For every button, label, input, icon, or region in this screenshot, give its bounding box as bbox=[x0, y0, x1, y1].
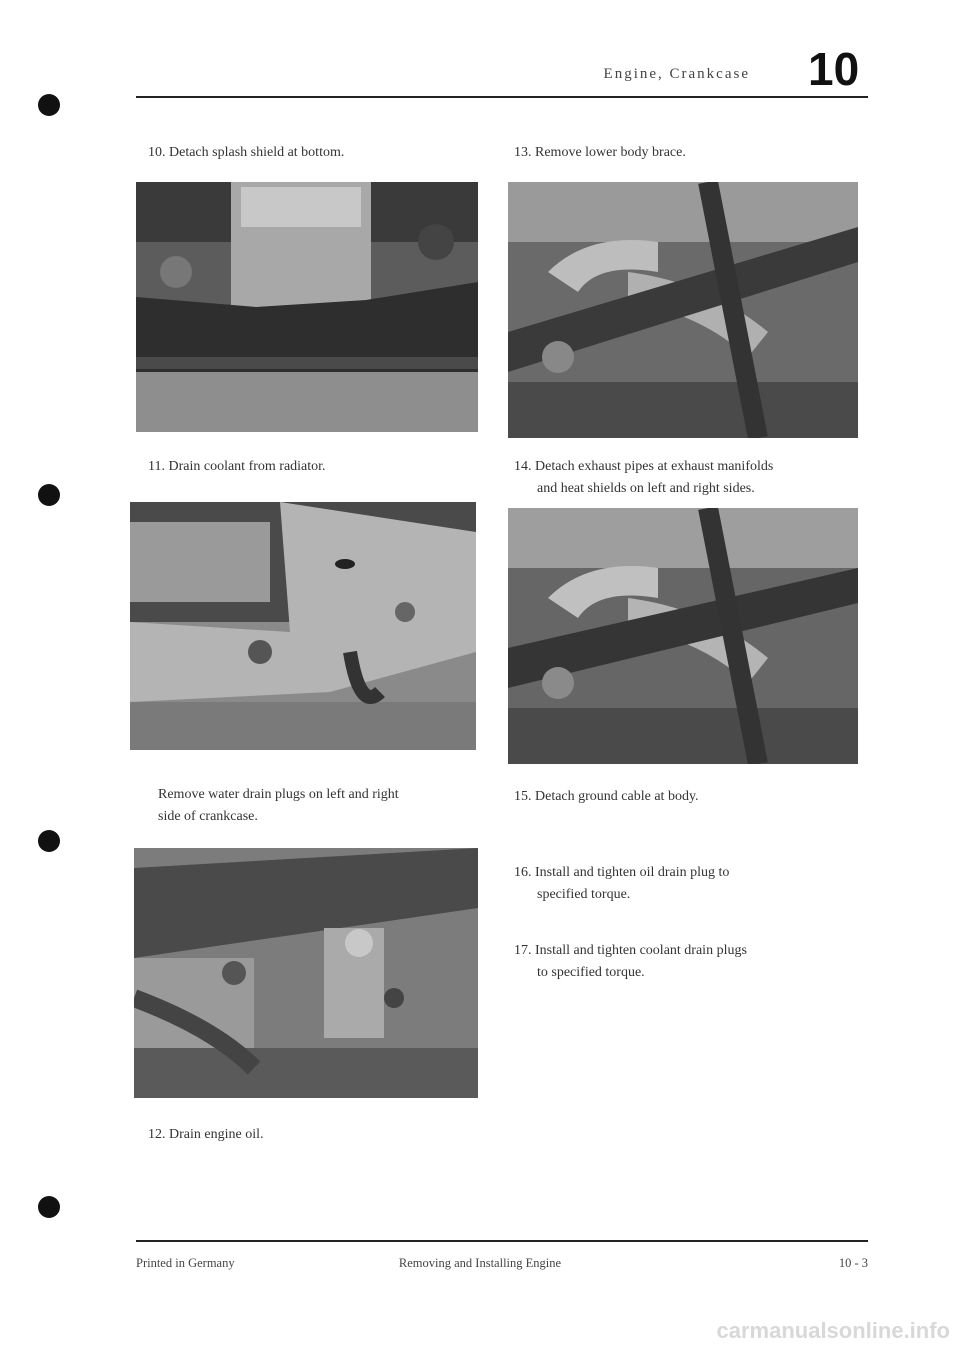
punch-hole bbox=[38, 94, 60, 116]
photo-exhaust-pipes bbox=[508, 508, 858, 764]
step-17-caption: 17. Install and tighten coolant drain plugs to specified torque. bbox=[514, 943, 747, 980]
step-16-caption: 16. Install and tighten oil drain plug to specified torque. bbox=[514, 865, 730, 902]
step-11-caption: 11. Drain coolant from radiator. bbox=[148, 459, 326, 474]
punch-hole bbox=[38, 484, 60, 506]
footer-rule bbox=[136, 1240, 868, 1242]
footer-title: Removing and Installing Engine bbox=[398, 1256, 562, 1270]
page-number: 10 - 3 bbox=[838, 1256, 868, 1270]
punch-hole bbox=[38, 1196, 60, 1218]
step-11-drain-plugs-caption: Remove water drain plugs on left and right side of crankcase. bbox=[158, 787, 399, 824]
watermark: carmanualsonline.info bbox=[716, 1318, 950, 1343]
step-10-caption: 10. Detach splash shield at bottom. bbox=[148, 145, 345, 160]
section-title: Engine, Crankcase bbox=[603, 66, 750, 82]
header-rule bbox=[136, 96, 868, 98]
photo-water-drain-plugs bbox=[134, 848, 478, 1098]
punch-hole bbox=[38, 830, 60, 852]
step-12-caption: 12. Drain engine oil. bbox=[148, 1127, 264, 1142]
step-15-caption: 15. Detach ground cable at body. bbox=[514, 789, 699, 804]
photo-body-brace bbox=[508, 182, 858, 438]
chapter-number: 10 bbox=[808, 43, 860, 95]
footer-printed: Printed in Germany bbox=[136, 1256, 235, 1270]
step-13-caption: 13. Remove lower body brace. bbox=[514, 145, 686, 160]
step-14-caption: 14. Detach exhaust pipes at exhaust manifolds and heat shields on left and right sides. bbox=[514, 459, 774, 496]
photo-drain-coolant bbox=[130, 502, 476, 750]
photo-splash-shield bbox=[136, 182, 478, 432]
